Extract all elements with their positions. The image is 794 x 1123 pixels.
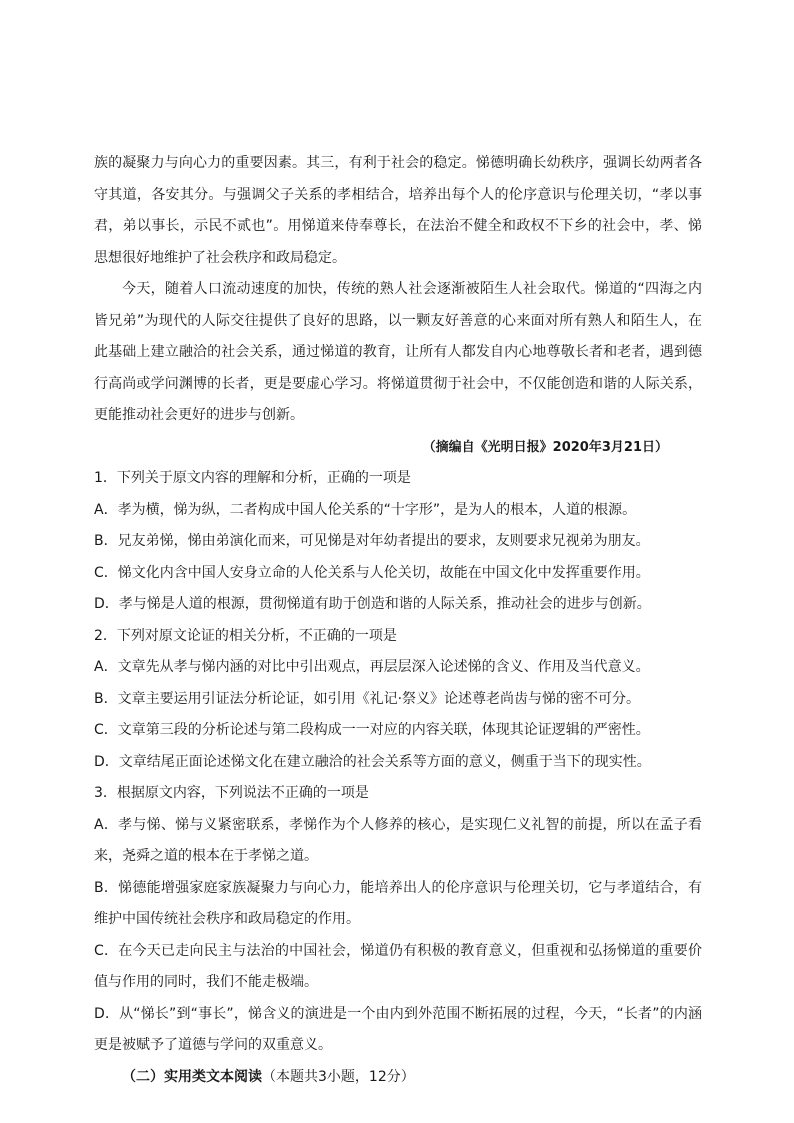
option-a: A．孝与悌、悌与义紧密联系，孝悌作为个人修养的核心，是实现仁义礼智的前提，所以在孟子看来，尧舜之道的根本在于孝悌之道。 (94, 816, 702, 864)
option-d: D．从“悌长”到“事长”，悌含义的演进是一个由内到外范围不断拓展的过程，今天，“长者”的内涵更是被赋予了道德与学问的双重意义。 (94, 1005, 702, 1053)
question-stem: 1．下列关于原文内容的理解和分析，正确的一项是 (94, 470, 411, 486)
option-a: A．文章先从孝与悌内涵的对比中引出观点，再层层深入论述悌的含义、作用及当代意义。 (94, 659, 650, 675)
option-c: C．在今天已走向民主与法治的中国社会，悌道仍有积极的教育意义，但重视和弘扬悌道的重要价值与作用的同时，我们不能走极端。 (94, 942, 702, 990)
option-d: D．孝与悌是人道的根源，贯彻悌道有助于创造和谐的人际关系，推动社会的进步与创新。 (94, 596, 651, 612)
question-3 (94, 778, 702, 1062)
article-paragraph-1: 族的凝聚力与向心力的重要因素。其三，有利于社会的稳定。悌德明确长幼秩序，强调长幼两者各守其道，各安其分。与强调父子关系的孝相结合，培养出每个人的伦序意识与伦理关切，“孝以事君，弟以事长，示民不贰也”。用悌道来侍奉尊长，在法治不健全和政权不下乡的社会中，孝、悌思想很好地维护了社会秩序和政局稳定。 (94, 155, 702, 266)
question-2 (94, 621, 702, 779)
question-stem: 2．下列对原文论证的相关分析，不正确的一项是 (94, 627, 397, 644)
option-b: B．悌德能增强家庭家族凝聚力与向心力，能培养出人的伦序意识与伦理关切，它与孝道结合，有维护中国传统社会秩序和政局稳定的作用。 (94, 879, 702, 927)
question-1 (94, 463, 702, 621)
section-note: （本题共3小题，12分） (262, 1068, 415, 1085)
option-c: C．悌文化内含中国人安身立命的人伦关系与人伦关切，故能在中国文化中发挥重要作用。 (94, 564, 650, 581)
question-stem: 3．根据原文内容，下列说法不正确的一项是 (94, 785, 369, 801)
option-b: B．兄友弟悌，悌由弟演化而来，可见悌是对年幼者提出的要求，友则要求兄视弟为朋友。 (94, 533, 650, 549)
article-source: （摘编自《光明日报》2020年3月21日） (422, 439, 668, 455)
option-d: D．文章结尾正面论述悌文化在建立融洽的社会关系等方面的意义，侧重于当下的现实性。 (94, 753, 651, 770)
option-c: C．文章第三段的分析论述与第二段构成一一对应的内容关联，体现其论证逻辑的严密性。 (94, 722, 650, 738)
section-heading (94, 1062, 702, 1094)
option-b: B．文章主要运用引证法分析论证，如引用《礼记·祭义》论述尊老尚齿与悌的密不可分。 (94, 690, 641, 707)
option-a: A．孝为横，悌为纵，二者构成中国人伦关系的“十字形”，是为人的根本，人道的根源。 (94, 501, 637, 518)
article-paragraph-2: 今天，随着人口流动速度的加快，传统的熟人社会逐渐被陌生人社会取代。悌道的“四海之内皆兄弟”为现代的人际交往提供了良好的思路，以一颗友好善意的心来面对所有熟人和陌生人，在此基础上建立融洽的社会关系，通过悌道的教育，让所有人都发自内心地尊敬长者和老者，遇到德行高尚或学问渊博的长者，更是要虚心学习。将悌道贯彻于社会中，不仅能创造和谐的人际关系，更能推动社会更好的进步与创新。 (94, 281, 702, 423)
section-title: （二）实用类文本阅读 (122, 1068, 262, 1085)
